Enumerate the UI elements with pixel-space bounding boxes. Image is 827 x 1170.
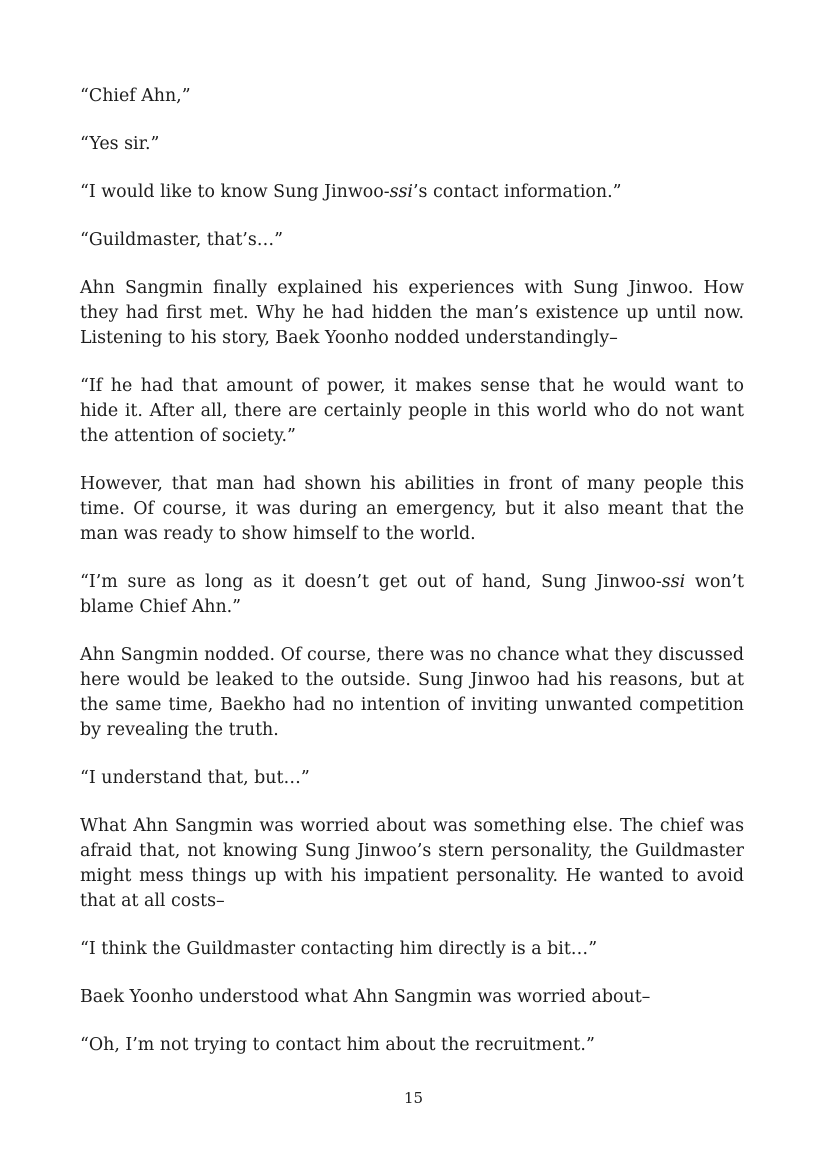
text-run: “Guildmaster, that’s…” [80, 230, 284, 250]
paragraph [80, 472, 744, 547]
paragraph [80, 937, 744, 962]
paragraph [80, 180, 744, 205]
text-run: “Yes sir.” [80, 134, 160, 154]
paragraph [80, 374, 744, 449]
paragraph [80, 570, 744, 620]
body-text [80, 84, 744, 1081]
text-run: ’s contact information.” [413, 182, 622, 202]
page-number: 15 [403, 1089, 424, 1107]
italic-text-run: ssi [661, 572, 686, 592]
text-run: won’t blame Chief Ahn.” [80, 572, 745, 617]
text-run: “Chief Ahn,” [80, 86, 191, 106]
text-run: “I understand that, but…” [80, 768, 310, 788]
paragraph [80, 228, 744, 253]
paragraph [80, 985, 744, 1010]
text-run: Ahn Sangmin nodded. Of course, there was no chance what they discussed here would be leaked to the outside. Sung Jinwoo had his reasons, but at the same time, Baekho had no intention of inviting unwanted competition by revealing the truth. [80, 645, 744, 740]
paragraph [80, 766, 744, 791]
paragraph [80, 84, 744, 109]
text-run: What Ahn Sangmin was worried about was something else. The chief was afraid that, not knowing Sung Jinwoo’s stern personality, the Guildmaster might mess things up with his impatient personality. He wanted to avoid that at all costs– [80, 816, 744, 911]
paragraph [80, 276, 744, 351]
text-run: “If he had that amount of power, it makes sense that he would want to hide it. After all, there are certainly people in this world who do not want the attention of society.” [80, 376, 744, 446]
text-run: “Oh, I’m not trying to contact him about the recruitment.” [80, 1035, 595, 1055]
paragraph [80, 132, 744, 157]
text-run: “I’m sure as long as it doesn’t get out of hand, Sung Jinwoo- [80, 572, 662, 592]
text-run: “I think the Guildmaster contacting him directly is a bit…” [80, 939, 598, 959]
text-run: “I would like to know Sung Jinwoo- [80, 182, 390, 202]
paragraph [80, 1033, 744, 1058]
italic-text-run: ssi [389, 182, 413, 202]
text-run: Baek Yoonho understood what Ahn Sangmin was worried about– [80, 987, 651, 1007]
paragraph [80, 814, 744, 914]
paragraph [80, 643, 744, 743]
text-run: Ahn Sangmin finally explained his experiences with Sung Jinwoo. How they had first met. Why he had hidden the man’s existence up until now. Listening to his story, Baek Yoonho nodded understandingly– [80, 278, 744, 348]
text-run: However, that man had shown his abilities in front of many people this time. Of course, it was during an emergency, but it also meant that the man was ready to show himself to the world. [80, 474, 744, 544]
